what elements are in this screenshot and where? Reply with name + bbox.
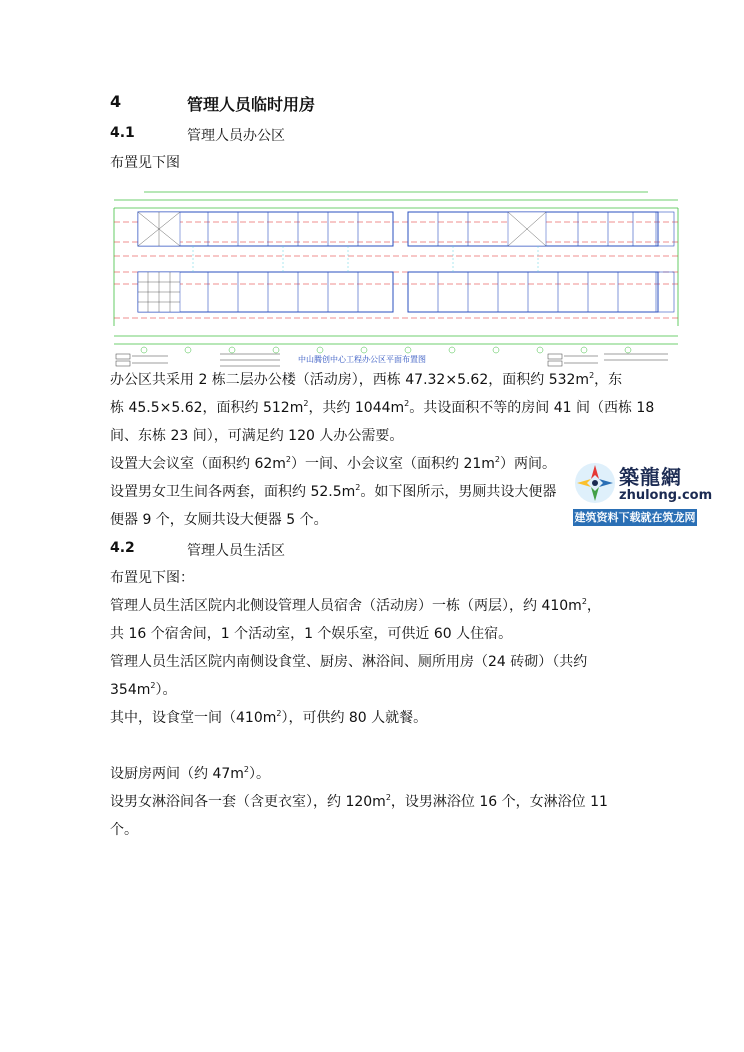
paragraph-toilets-cont: 便器 9 个，女厕共设大便器 5 个。 (110, 512, 328, 528)
paragraph-canteen: 其中，设食堂一间$(410m^2)$，可供约 80 人就餐。 (110, 709, 428, 726)
subsection-number: 4.1 (110, 125, 135, 141)
section-number: 4 (110, 92, 122, 111)
logo-domain: zhulong.com (619, 488, 713, 503)
paragraph-canteen-area: $354m^2$）。 (110, 681, 177, 698)
office-floor-plan-drawing (108, 186, 688, 372)
paragraph-toilets: 设置男女卫生间各两套，面积约 $52.5m^2$。如下图所示，男厕共设大便器 (110, 483, 557, 500)
paragraph-dormitory: 管理人员生活区院内北侧设管理人员宿舍（活动房）一栋（两层），约 $410m^2$， (110, 597, 601, 614)
zhulong-logo (573, 461, 713, 527)
paragraph-meeting-rooms: 设置大会议室（面积约 $62m^2$）一间、小会议室（面积约 $21m^2$）两间。 (110, 455, 556, 472)
paragraph-shower: 设男女淋浴间各一套（含更衣室），约 $120m^2$，设男淋浴位 16 个，女淋浴位 11 (110, 793, 608, 810)
paragraph-rooms: 间、东栋 23 间），可满足约 120 人办公需要。 (110, 428, 404, 444)
subsection-title: 管理人员办公区 (187, 128, 285, 144)
zhulong-emblem-icon (573, 461, 617, 505)
paragraph-buildings: 办公区共采用 2 栋二层办公楼（活动房），西栋 47.32×5.62，面积约 $532m^2$，东 (110, 371, 623, 388)
paragraph-buildings-cont: 栋 45.5×5.62，面积约 $512m^2$，共约 $1044m^2$。共设面积不等的房间 41 间（西栋 18 (110, 399, 655, 416)
intro-text: 布置见下图： (110, 570, 194, 586)
logo-chinese-name: 築龍網 (619, 465, 682, 489)
section-title: 管理人员临时用房 (187, 95, 316, 114)
drawing-title: 中山腾创中心工程办公区平面布置图 (298, 355, 426, 364)
subsection-title: 管理人员生活区 (187, 543, 285, 559)
intro-text: 布置见下图 (110, 155, 180, 171)
paragraph-kitchen: 设厨房两间（约 $47m^2$）。 (110, 765, 270, 782)
paragraph-dormitory-cont: 共 16 个宿舍间，1 个活动室，1 个娱乐室，可供近 60 人住宿。 (110, 626, 513, 642)
paragraph-shower-cont: 个。 (110, 822, 138, 838)
paragraph-canteen-buildings: 管理人员生活区院内南侧设食堂、厨房、淋浴间、厕所用房（24 砖砌）（共约 (110, 654, 588, 670)
subsection-number: 4.2 (110, 540, 135, 556)
logo-tagline: 建筑资料下载就在筑龙网 (574, 511, 696, 524)
